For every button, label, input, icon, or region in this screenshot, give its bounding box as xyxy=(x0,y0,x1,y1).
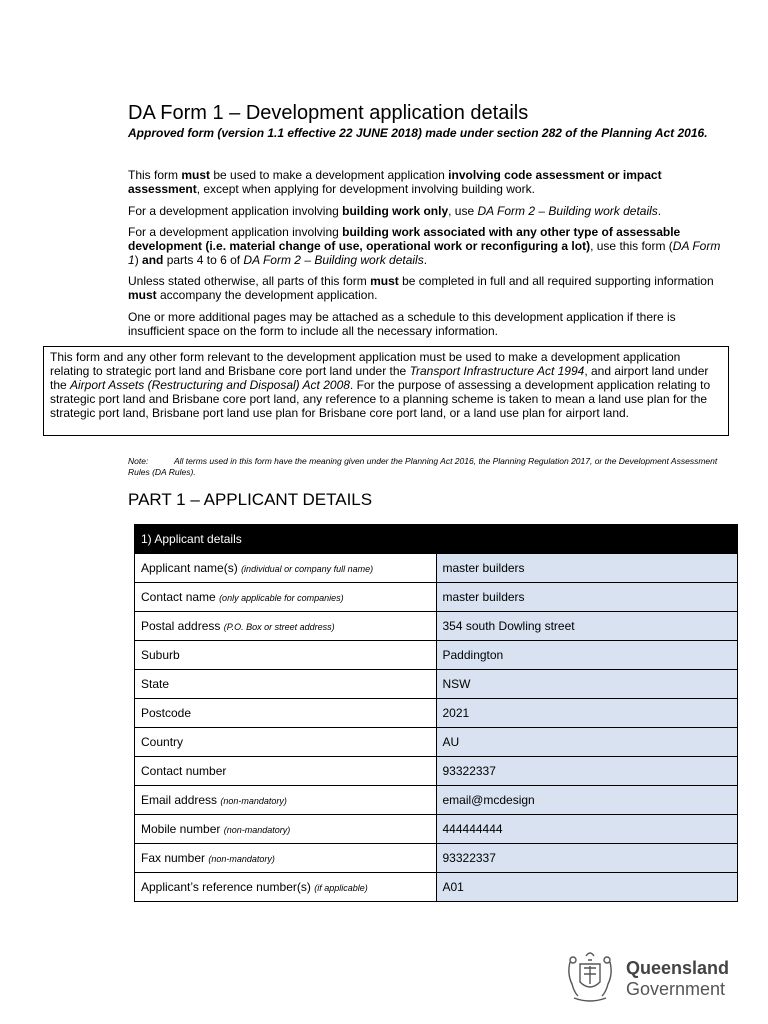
table-row xyxy=(135,554,738,583)
field-value[interactable]: NSW xyxy=(436,670,738,699)
field-label xyxy=(135,612,437,641)
brand-line-2: Government xyxy=(626,979,726,999)
field-label-text: State xyxy=(141,677,170,691)
intro-paragraph-3: For a development application involving building work associated with any other type of assessable development (i.e. material change of use, operational work or reconfiguring a lot), use this form (DA Form 1) and parts 4 to 6 of DA Form 2 – Building work details. xyxy=(128,225,721,267)
table-row xyxy=(135,699,738,728)
field-label xyxy=(135,728,437,757)
field-qualifier: (non-mandatory) xyxy=(220,796,287,806)
page-title: DA Form 1 – Development application details xyxy=(128,102,529,124)
field-label-text: Suburb xyxy=(141,648,180,662)
field-label xyxy=(135,670,437,699)
queensland-government-logo xyxy=(564,948,734,1006)
table-row xyxy=(135,873,738,902)
field-label-text: Country xyxy=(141,735,184,749)
brand-line-1: Queensland xyxy=(626,958,730,978)
field-label-text: Applicant name(s) xyxy=(141,561,238,575)
note-text: All terms used in this form have the meaning given under the Planning Act 2016, the Planning Regulation 2017, or the Development Assessment Rules (DA Rules). xyxy=(128,456,718,477)
part-1-heading: PART 1 – APPLICANT DETAILS xyxy=(128,490,373,509)
field-value[interactable]: 2021 xyxy=(436,699,738,728)
field-label xyxy=(135,844,437,873)
intro-paragraph-5: One or more additional pages may be attached as a schedule to this development application if there is insufficient space on the form to include all the necessary information. xyxy=(128,310,676,338)
port-land-notice-box: This form and any other form relevant to the development application must be used to make a development application relating to strategic port land and Brisbane core port land under the Transport Infrastructure Act 1994, and airport land under the Airport Assets (Restructuring and Disposal) Act 2008. For the purpose of assessing a development application relating to strategic port land and Brisbane core port land, any reference to a planning scheme is taken to mean a land use plan for the strategic port land, Brisbane port land use plan for Brisbane core port land, or a land use plan for airport land. xyxy=(43,346,729,436)
form-approval-statement: Approved form (version 1.1 effective 22 JUNE 2018) made under section 282 of the Planning Act 2016. xyxy=(128,126,708,140)
field-label xyxy=(135,641,437,670)
field-qualifier: (only applicable for companies) xyxy=(219,593,344,603)
field-value[interactable]: 93322337 xyxy=(436,757,738,786)
table-row xyxy=(135,670,738,699)
field-value[interactable]: master builders xyxy=(436,583,738,612)
intro-paragraph-1: This form must be used to make a development application involving code assessment or impact assessment, except when applying for development involving building work. xyxy=(128,168,662,196)
field-label-text: Contact name xyxy=(141,590,216,604)
table-title-row xyxy=(135,525,738,554)
note-label: Note: xyxy=(128,456,149,466)
table-row xyxy=(135,844,738,873)
table-row xyxy=(135,641,738,670)
field-value[interactable]: master builders xyxy=(436,554,738,583)
field-label xyxy=(135,815,437,844)
field-value[interactable]: Paddington xyxy=(436,641,738,670)
field-qualifier: (non-mandatory) xyxy=(223,825,291,835)
intro-paragraph-4: Unless stated otherwise, all parts of this form must be completed in full and all required supporting information must accompany the development application. xyxy=(128,274,714,302)
intro-paragraph-2: For a development application involving building work only, use DA Form 2 – Building work details. xyxy=(128,204,662,218)
table-row xyxy=(135,728,738,757)
field-label-text: Fax number xyxy=(141,851,206,865)
field-value[interactable]: 354 south Dowling street xyxy=(436,612,738,641)
field-qualifier: (individual or company full name) xyxy=(241,564,374,574)
table-row xyxy=(135,757,738,786)
field-label xyxy=(135,699,437,728)
field-value[interactable]: 444444444 xyxy=(436,815,738,844)
field-qualifier: (P.O. Box or street address) xyxy=(223,622,335,632)
field-value[interactable]: email@mcdesign xyxy=(436,786,738,815)
field-value[interactable]: AU xyxy=(436,728,738,757)
field-qualifier: (if applicable) xyxy=(314,883,368,893)
field-label-text: Email address xyxy=(141,793,218,807)
field-label xyxy=(135,757,437,786)
field-label-text: Mobile number xyxy=(141,822,221,836)
applicant-details-table xyxy=(134,524,738,902)
field-label xyxy=(135,786,437,815)
field-label xyxy=(135,873,437,902)
coat-of-arms-icon xyxy=(564,948,616,1004)
field-label-text: Postal address xyxy=(141,619,221,633)
terms-note xyxy=(128,456,728,478)
table-row xyxy=(135,612,738,641)
field-value[interactable]: A01 xyxy=(436,873,738,902)
field-label xyxy=(135,583,437,612)
field-label-text: Applicant’s reference number(s) xyxy=(141,880,311,894)
table-title: 1) Applicant details xyxy=(135,525,738,554)
field-label-text: Contact number xyxy=(141,764,227,778)
field-label-text: Postcode xyxy=(141,706,192,720)
table-row xyxy=(135,786,738,815)
field-qualifier: (non-mandatory) xyxy=(208,854,275,864)
field-label xyxy=(135,554,437,583)
table-row xyxy=(135,815,738,844)
field-value[interactable]: 93322337 xyxy=(436,844,738,873)
table-row xyxy=(135,583,738,612)
